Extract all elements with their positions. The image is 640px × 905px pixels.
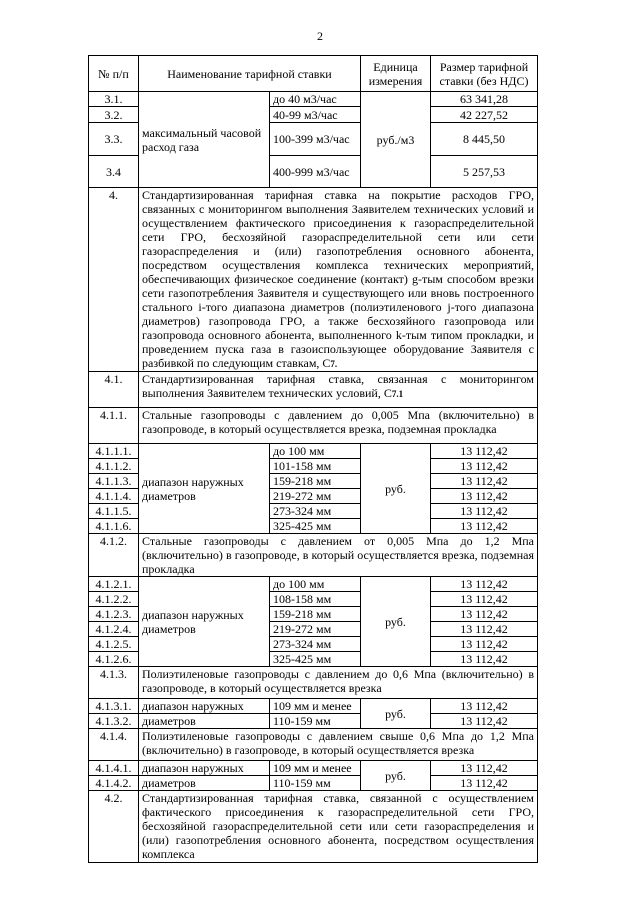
row-label: диапазон наружных диаметров — [139, 577, 270, 667]
row-range: 159-218 мм — [270, 474, 361, 489]
row-value: 63 341,28 — [431, 92, 538, 107]
row-num: 4.1.1.2. — [89, 459, 139, 474]
row-num: 4.1.2.5. — [89, 637, 139, 652]
header-num: № п/п — [89, 56, 139, 92]
section-num: 4.1.4. — [89, 729, 139, 761]
row-value: 13 112,42 — [431, 592, 538, 607]
section-num: 4. — [89, 188, 139, 372]
row-value: 13 112,42 — [431, 776, 538, 791]
row-unit: руб. — [361, 699, 431, 729]
row-value: 13 112,42 — [431, 652, 538, 667]
row-value: 13 112,42 — [431, 444, 538, 459]
row-range: 108-158 мм — [270, 592, 361, 607]
section-text: Полиэтиленовые газопроводы с давлением до 0,6 Мпа (включительно) в газопроводе, в который осуществляется врезка — [139, 667, 538, 699]
row-unit: руб. — [361, 577, 431, 667]
table-header-row — [89, 56, 538, 92]
header-unit: Единица измерения — [361, 56, 431, 92]
row-range: 219-272 мм — [270, 622, 361, 637]
section-text: Стандартизированная тарифная ставка, связанной с осуществлением фактического присоединения к газораспределительной сети ГРО, бесхозяйной газораспределительной сети или сети газораспределения и (или) газопотребления основного абонента, посредством осуществления комплекса — [139, 791, 538, 863]
row-label: диаметров — [139, 776, 270, 791]
row-num: 4.1.1.6. — [89, 519, 139, 534]
table-row — [89, 714, 538, 729]
row-num: 3.3. — [89, 123, 139, 156]
tariff-table — [88, 55, 538, 863]
row-range: 273-324 мм — [270, 637, 361, 652]
row-num: 4.1.3.1. — [89, 699, 139, 714]
section-num: 4.1.1. — [89, 408, 139, 444]
page-number: 2 — [317, 29, 323, 43]
section-row — [89, 408, 538, 444]
row-range: 325-425 мм — [270, 652, 361, 667]
section-row — [89, 188, 538, 372]
row-num: 4.1.2.1. — [89, 577, 139, 592]
row-value: 13 112,42 — [431, 459, 538, 474]
row-num: 3.1. — [89, 92, 139, 107]
section-row — [89, 729, 538, 761]
row-num: 4.1.4.2. — [89, 776, 139, 791]
row-unit: руб. — [361, 761, 431, 791]
row-unit: руб./м3 — [361, 92, 431, 188]
section-row — [89, 791, 538, 863]
row-value: 13 112,42 — [431, 577, 538, 592]
row-range: до 100 мм — [270, 577, 361, 592]
section-row — [89, 534, 538, 577]
row-label: максимальный часовой расход газа — [139, 92, 270, 188]
row-value: 13 112,42 — [431, 504, 538, 519]
table-row — [89, 761, 538, 776]
row-value: 13 112,42 — [431, 622, 538, 637]
row-num: 4.1.1.1. — [89, 444, 139, 459]
row-num: 4.1.2.4. — [89, 622, 139, 637]
row-num: 3.4 — [89, 156, 139, 188]
row-num: 3.2. — [89, 107, 139, 123]
table-row — [89, 776, 538, 791]
header-size: Размер тарифной ставки (без НДС) — [431, 56, 538, 92]
section-num: 4.1.3. — [89, 667, 139, 699]
section-num: 4.1. — [89, 372, 139, 408]
table-row — [89, 577, 538, 592]
row-num: 4.1.2.6. — [89, 652, 139, 667]
row-value: 13 112,42 — [431, 761, 538, 776]
row-range: 40-99 м3/час — [270, 107, 361, 123]
row-range: 109 мм и менее — [270, 699, 361, 714]
table-row — [89, 444, 538, 459]
section-text: Стандартизированная тарифная ставка, связанная с мониторингом выполнения Заявителем технических условий, С7.1 — [139, 372, 538, 408]
row-range: до 40 м3/час — [270, 92, 361, 107]
row-value: 13 112,42 — [431, 637, 538, 652]
row-label: диапазон наружных — [139, 699, 270, 714]
row-unit: руб. — [361, 444, 431, 534]
row-range: до 100 мм — [270, 444, 361, 459]
row-range: 110-159 мм — [270, 714, 361, 729]
row-range: 219-272 мм — [270, 489, 361, 504]
row-value: 42 227,52 — [431, 107, 538, 123]
row-value: 13 112,42 — [431, 489, 538, 504]
row-label: диапазон наружных диаметров — [139, 444, 270, 534]
row-value: 13 112,42 — [431, 714, 538, 729]
row-num: 4.1.4.1. — [89, 761, 139, 776]
section-num: 4.1.2. — [89, 534, 139, 577]
row-num: 4.1.2.3. — [89, 607, 139, 622]
row-range: 110-159 мм — [270, 776, 361, 791]
table-row — [89, 699, 538, 714]
row-range: 159-218 мм — [270, 607, 361, 622]
table-row — [89, 92, 538, 107]
section-text: Полиэтиленовые газопроводы с давлением свыше 0,6 Мпа до 1,2 Мпа (включительно) в газопроводе, в который осуществляется врезка — [139, 729, 538, 761]
row-label: диаметров — [139, 714, 270, 729]
row-range: 109 мм и менее — [270, 761, 361, 776]
row-num: 4.1.2.2. — [89, 592, 139, 607]
section-text: Стандартизированная тарифная ставка на покрытие расходов ГРО, связанных с мониторингом выполнения Заявителем технических условий и осуществлением фактического присоединения к газораспределительной сети ГРО, бесхозяйной газораспределительной сети или сети газораспределения и (или) газопотребления основного абонента, посредством осуществления комплекса технических мероприятий, обеспечивающих физическое соединение (контакт) g-тым способом врезки сети газопотребления Заявителя и существующего или вновь построенного стального i-того диапазона диаметров (полиэтиленового j-того диапазона диаметров) газопровода ГРО, а также бесхозяйного газопровода или газопровода основного абонента, выполненного k-тым типом прокладки, и проведением пуска газа в газоиспользующее оборудование Заявителя с разбивкой по следующим ставкам, С7. — [139, 188, 538, 372]
row-value: 13 112,42 — [431, 607, 538, 622]
row-value: 5 257,53 — [431, 156, 538, 188]
section-num: 4.2. — [89, 791, 139, 863]
header-name: Наименование тарифной ставки — [139, 56, 361, 92]
row-range: 101-158 мм — [270, 459, 361, 474]
row-range: 325-425 мм — [270, 519, 361, 534]
row-num: 4.1.1.4. — [89, 489, 139, 504]
row-value: 13 112,42 — [431, 474, 538, 489]
row-value: 13 112,42 — [431, 699, 538, 714]
row-label: диапазон наружных — [139, 761, 270, 776]
section-text: Стальные газопроводы с давлением от 0,005 Мпа до 1,2 Мпа (включительно) в газопроводе, в который осуществляется врезка, подземная прокладка — [139, 534, 538, 577]
row-value: 8 445,50 — [431, 123, 538, 156]
row-num: 4.1.1.5. — [89, 504, 139, 519]
section-row — [89, 667, 538, 699]
row-range: 273-324 мм — [270, 504, 361, 519]
row-range: 100-399 м3/час — [270, 123, 361, 156]
row-value: 13 112,42 — [431, 519, 538, 534]
section-row — [89, 372, 538, 408]
row-num: 4.1.1.3. — [89, 474, 139, 489]
row-num: 4.1.3.2. — [89, 714, 139, 729]
row-range: 400-999 м3/час — [270, 156, 361, 188]
section-text: Стальные газопроводы с давлением до 0,005 Мпа (включительно) в газопроводе, в который осуществляется врезка, подземная прокладка — [139, 408, 538, 444]
